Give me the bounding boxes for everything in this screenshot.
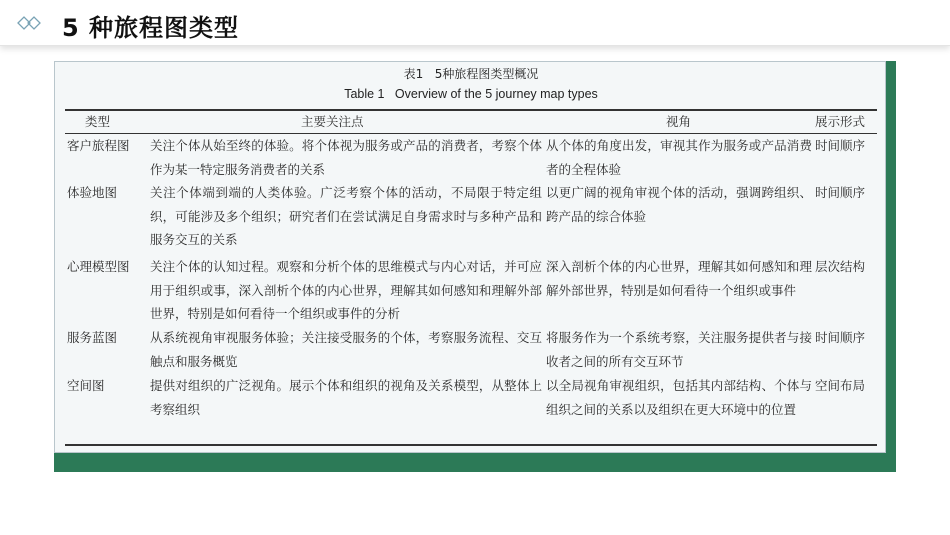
row-3-type: 心理模型图 <box>67 259 130 274</box>
slide-title: 5 种旅程图类型 <box>62 14 240 42</box>
table-caption-english: Table 1 Overview of the 5 journey map types <box>344 87 598 101</box>
row-1-form: 时间顺序 <box>815 138 866 153</box>
header-type: 类型 <box>85 114 111 129</box>
row-1-type: 客户旅程图 <box>67 138 130 153</box>
double-diamond-icon <box>17 16 43 30</box>
row-4-type: 服务蓝图 <box>67 330 118 345</box>
row-5-type: 空间图 <box>67 378 105 393</box>
row-4-view: 将服务作为一个系统考察，关注服务提供者与接收者之间的所有交互环节 <box>546 330 812 369</box>
row-2-type: 体验地图 <box>67 185 118 200</box>
row-2-view: 以更广阔的视角审视个体的活动，强调跨组织、跨产品的综合体验 <box>546 185 812 224</box>
row-3-focus: 关注个体的认知过程。观察和分析个体的思维模式与内心对话，并可应用于组织或事，深入剖析个体的内心世界，理解其如何感知和理解外部世界，特别是如何看待一个组织或事件的分析 <box>150 259 542 321</box>
slide-header <box>0 0 950 46</box>
row-4-form: 时间顺序 <box>815 330 866 345</box>
header-view: 视角 <box>666 114 692 129</box>
table-top-rule <box>65 109 877 111</box>
row-1-focus: 关注个体从始至终的体验。将个体视为服务或产品的消费者，考察个体作为某一特定服务消费者的关系 <box>150 138 542 177</box>
row-2-focus: 关注个体端到端的人类体验。广泛考察个体的活动，不局限于特定组织，可能涉及多个组织；研究者们在尝试满足自身需求时与多种产品和服务交互的关系 <box>150 185 542 247</box>
row-5-focus: 提供对组织的广泛视角。展示个体和组织的视角及关系模型，从整体上考察组织 <box>150 378 542 417</box>
row-5-view: 以全局视角审视组织，包括其内部结构、个体与组织之间的关系以及组织在更大环境中的位置 <box>546 378 812 417</box>
header-focus: 主要关注点 <box>301 114 364 129</box>
table-bottom-rule <box>65 444 877 446</box>
row-3-view: 深入剖析个体的内心世界，理解其如何感知和理解外部世界，特别是如何看待一个组织或事件 <box>546 259 812 298</box>
row-2-form: 时间顺序 <box>815 185 866 200</box>
table-caption-chinese: 表1 5种旅程图类型概况 <box>403 67 539 81</box>
row-3-form: 层次结构 <box>815 259 866 274</box>
row-5-form: 空间布局 <box>815 378 866 393</box>
header-form: 展示形式 <box>815 114 866 129</box>
row-1-view: 从个体的角度出发，审视其作为服务或产品消费者的全程体验 <box>546 138 812 177</box>
journey-map-types-table <box>54 61 886 453</box>
row-4-focus: 从系统视角审视服务体验；关注接受服务的个体，考察服务流程、交互触点和服务概览 <box>150 330 542 369</box>
